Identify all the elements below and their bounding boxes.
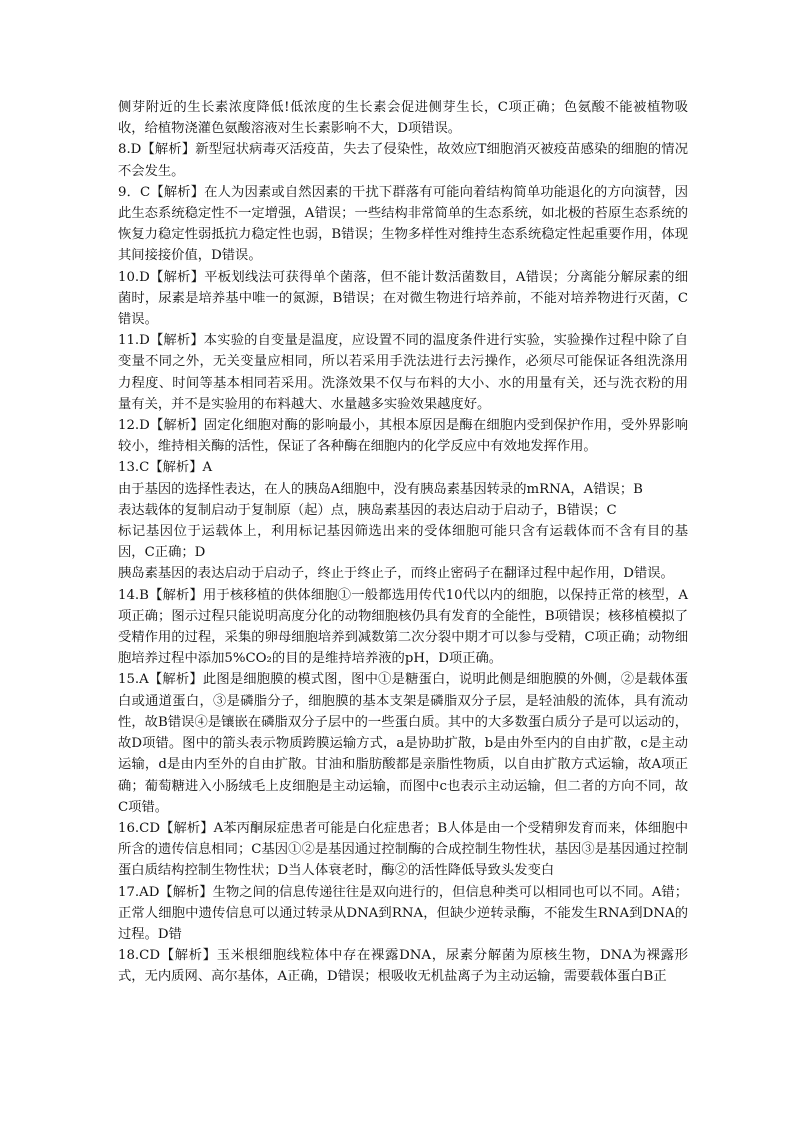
answer-17 xyxy=(118,882,688,946)
answer-14 xyxy=(118,585,688,670)
answer-document xyxy=(118,97,688,988)
paragraph-text: 10.D【解析】平板划线法可获得单个菌落，但不能计数活菌数目，A错误；分离能分解尿素的细菌时，尿素是培养基中唯一的氮源，B错误；在对微生物进行培养前，不能对培养物进行灭菌，C错误。 xyxy=(118,269,688,328)
answer-16 xyxy=(118,818,688,882)
paragraph-text: 侧芽附近的生长素浓度降低!低浓度的生长素会促进侧芽生长，C项正确；色氨酸不能被植物吸收，给植物浇灌色氨酸溶液对生长素影响不大，D项错误。 xyxy=(118,100,688,137)
paragraph-text: 14.B【解析】用于核移植的供体细胞①一般都选用传代10代以内的细胞，以保持正常的核型，A项正确；图示过程只能说明高度分化的动物细胞核仍具有发育的全能性，B项错误；核移植模拟了受精作用的过程，采集的卵母细胞培养到减数第二次分裂中期才可以参与受精，C项正确；动物细胞培养过程中添加5%CO₂的目的是维持培养液的pH，D项正确。 xyxy=(118,587,688,667)
paragraph-text: 表达载体的复制启动于复制原（起）点，胰岛素基因的表达启动于启动子，B错误；C xyxy=(118,502,617,518)
answer-9 xyxy=(118,182,688,267)
answer-10 xyxy=(118,267,688,331)
paragraph-text: 由于基因的选择性表达，在人的胰岛A细胞中，没有胰岛素基因转录的mRNA，A错误；B xyxy=(118,481,643,497)
paragraph-text: 11.D【解析】本实验的自变量是温度，应设置不同的温度条件进行实验，实验操作过程中除了自变量不同之外，无关变量应相同，所以若采用手洗法进行去污操作，必须尽可能保证各组洗涤用力程度、时间等基本相同若采用。洗涤效果不仅与布料的大小、水的用量有关，还与洗衣粉的用量有关，并不是实验用的布料越大、水量越多实验效果越度好。 xyxy=(118,333,688,412)
paragraph-text: 17.AD【解析】生物之间的信息传递往往是双向进行的，但信息种类可以相同也可以不同。A错；正常人细胞中遗传信息可以通过转录从DNA到RNA，但缺少逆转录酶，不能发生RNA到DNA的过程。D错 xyxy=(118,884,688,942)
paragraph-text: 胰岛素基因的表达启动于启动子，终止于终止子，而终止密码子在翻译过程中起作用，D错误。 xyxy=(118,566,674,582)
answer-15 xyxy=(118,669,688,817)
answer-13-d xyxy=(118,563,688,584)
paragraph-text: 18.CD【解析】玉米根细胞线粒体中存在裸露DNA，尿素分解菌为原核生物，DNA为裸露形式，无内质网、高尔基体，A正确，D错误；根吸收无机盐离子为主动运输，需要载体蛋白B正 xyxy=(118,948,688,985)
paragraph-text: 标记基因位于运载体上，利用标记基因筛选出来的受体细胞可能只含有运载体而不含有目的基因，C正确；D xyxy=(118,524,688,561)
paragraph-text: 16.CD【解析】A苯丙酮尿症患者可能是白化症患者；B人体是由一个受精卵发育而来，体细胞中所含的遗传信息相同；C基因①②是基因通过控制酶的合成控制生物性状，基因③是基因通过控制蛋白质结构控制生物性状；D当人体衰老时，酶②的活性降低导致头发变白 xyxy=(118,820,688,879)
answer-8 xyxy=(118,139,688,181)
paragraph-text: 12.D【解析】固定化细胞对酶的影响最小，其根本原因是酶在细胞内受到保护作用，受外界影响较小，维持相关酶的活性，保证了各种酶在细胞内的化学反应中有效地发挥作用。 xyxy=(118,418,688,455)
answer-12 xyxy=(118,415,688,457)
answer-13-c xyxy=(118,521,688,563)
answer-11 xyxy=(118,330,688,415)
paragraph-text: 15.A【解析】此图是细胞膜的模式图，图中①是糖蛋白，说明此侧是细胞膜的外侧，②是载体蛋白或通道蛋白，③是磷脂分子，细胞膜的基本支架是磷脂双分子层，是轻油般的流体，具有流动性，故B错误④是镶嵌在磷脂双分子层中的一些蛋白质。其中的大多数蛋白质分子是可以运动的，故D项错。图中的箭头表示物质跨膜运输方式，a是协助扩散，b是由外至内的自由扩散，c是主动运输，d是由内至外的自由扩散。甘油和脂肪酸都是亲脂性物质，以自由扩散方式运输，故A项正确；葡萄糖进入小肠绒毛上皮细胞是主动运输，而图中c也表示主动运输，但二者的方向不同，故C项错。 xyxy=(118,672,688,815)
answer-13-b xyxy=(118,500,688,521)
paragraph-text: 8.D【解析】新型冠状病毒灭活疫苗，失去了侵染性，故效应T细胞消灭被疫苗感染的细胞的情况不会发生。 xyxy=(118,142,688,179)
answer-13-a xyxy=(118,479,688,500)
answer-13 xyxy=(118,457,688,478)
answer-18 xyxy=(118,945,688,987)
paragraph-text: 13.C【解析】A xyxy=(118,460,213,476)
paragraph-continued xyxy=(118,97,688,139)
paragraph-text: 9．C【解析】在人为因素或自然因素的干扰下群落有可能向着结构简单功能退化的方向演替，因此生态系统稳定性不一定增强，A错误；一些结构非常简单的生态系统，如北极的苔原生态系统的恢复力稳定性弱抵抗力稳定性也弱，B错误；生物多样性对维持生态系统稳定性起重要作用，体现其间接接价值，D错误。 xyxy=(118,184,688,264)
